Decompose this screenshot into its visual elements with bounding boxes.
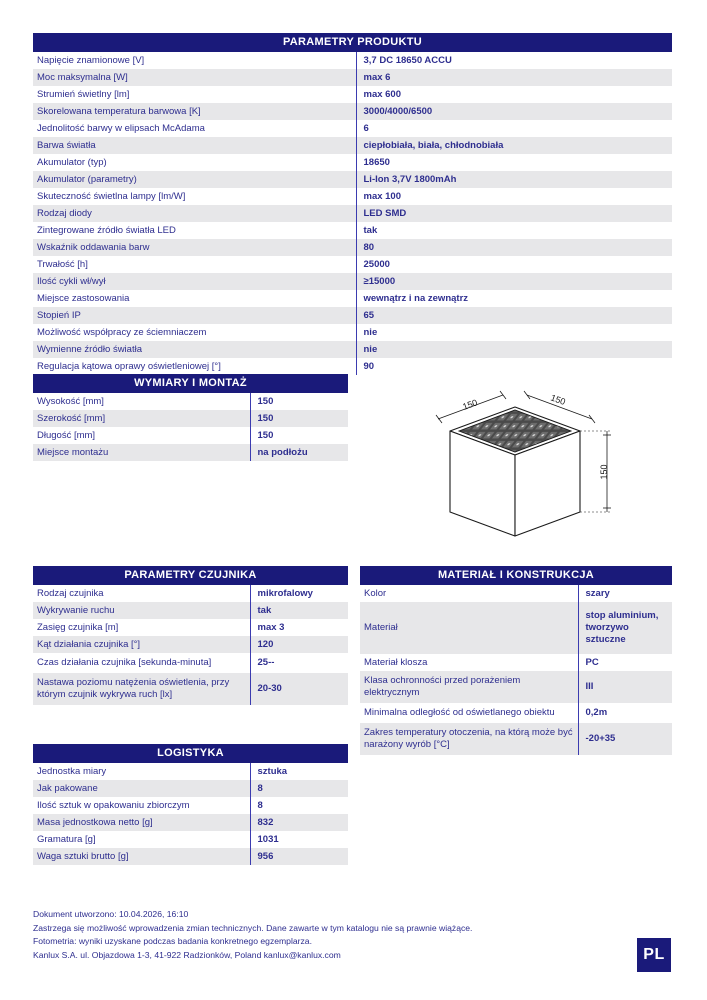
row-label: Klasa ochronności przed porażeniem elektrycznym bbox=[360, 671, 578, 703]
table-row bbox=[33, 205, 672, 222]
row-value: PC bbox=[578, 654, 672, 671]
dimension-label-top-left: 150 bbox=[461, 397, 479, 412]
row-value: III bbox=[578, 671, 672, 703]
row-value: 956 bbox=[250, 848, 348, 865]
row-value: max 100 bbox=[356, 188, 672, 205]
row-label: Materiał bbox=[360, 602, 578, 654]
dimensions-table bbox=[33, 374, 348, 461]
logistics-table bbox=[33, 744, 348, 865]
row-value: tak bbox=[356, 222, 672, 239]
table-title: WYMIARY I MONTAŻ bbox=[33, 374, 348, 393]
row-label: Miejsce montażu bbox=[33, 444, 250, 461]
row-value: ciepłobiała, biała, chłodnobiała bbox=[356, 137, 672, 154]
table-row bbox=[33, 814, 348, 831]
table-row bbox=[33, 393, 348, 410]
row-label: Napięcie znamionowe [V] bbox=[33, 52, 356, 69]
row-value: 8 bbox=[250, 797, 348, 814]
row-value: 20-30 bbox=[250, 673, 348, 705]
table-row bbox=[360, 585, 672, 602]
row-value: 25000 bbox=[356, 256, 672, 273]
row-label: Moc maksymalna [W] bbox=[33, 69, 356, 86]
row-label: Skorelowana temperatura barwowa [K] bbox=[33, 103, 356, 120]
row-value: tak bbox=[250, 602, 348, 619]
row-value: 8 bbox=[250, 780, 348, 797]
row-label: Trwałość [h] bbox=[33, 256, 356, 273]
row-label: Miejsce zastosowania bbox=[33, 290, 356, 307]
row-label: Minimalna odległość od oświetlanego obiektu bbox=[360, 703, 578, 723]
table-row bbox=[33, 410, 348, 427]
row-label: Nastawa poziomu natężenia oświetlenia, przy którym czujnik wykrywa ruch [lx] bbox=[33, 673, 250, 705]
table-row bbox=[33, 636, 348, 653]
row-label: Szerokość [mm] bbox=[33, 410, 250, 427]
row-label: Wskaźnik oddawania barw bbox=[33, 239, 356, 256]
table-row bbox=[33, 619, 348, 636]
row-value: 0,2m bbox=[578, 703, 672, 723]
footer-photometry-note: Fotometria: wyniki uzyskane podczas badania konkretnego egzemplarza. bbox=[33, 936, 312, 947]
table-title: PARAMETRY CZUJNIKA bbox=[33, 566, 348, 585]
row-value: nie bbox=[356, 341, 672, 358]
row-value: max 3 bbox=[250, 619, 348, 636]
row-label: Skuteczność świetlna lampy [lm/W] bbox=[33, 188, 356, 205]
row-label: Masa jednostkowa netto [g] bbox=[33, 814, 250, 831]
dimensions-body bbox=[33, 374, 348, 461]
table-row bbox=[33, 86, 672, 103]
sensor-parameters-body bbox=[33, 566, 348, 705]
row-value: ≥15000 bbox=[356, 273, 672, 290]
row-label: Wysokość [mm] bbox=[33, 393, 250, 410]
table-row bbox=[33, 602, 348, 619]
table-row bbox=[33, 154, 672, 171]
row-label: Kolor bbox=[360, 585, 578, 602]
table-row bbox=[360, 602, 672, 654]
table-row bbox=[33, 848, 348, 865]
table-header-row bbox=[33, 33, 672, 52]
table-title: LOGISTYKA bbox=[33, 744, 348, 763]
table-row bbox=[33, 444, 348, 461]
row-value: 832 bbox=[250, 814, 348, 831]
table-row bbox=[33, 120, 672, 137]
logistics-body bbox=[33, 744, 348, 865]
row-label: Wykrywanie ruchu bbox=[33, 602, 250, 619]
table-title: PARAMETRY PRODUKTU bbox=[33, 33, 672, 52]
row-label: Jak pakowane bbox=[33, 780, 250, 797]
product-parameters-body bbox=[33, 33, 672, 375]
table-row bbox=[33, 137, 672, 154]
row-value: LED SMD bbox=[356, 205, 672, 222]
row-label: Stopień IP bbox=[33, 307, 356, 324]
table-row bbox=[33, 358, 672, 375]
table-title: MATERIAŁ I KONSTRUKCJA bbox=[360, 566, 672, 585]
row-value: 120 bbox=[250, 636, 348, 653]
material-construction-body bbox=[360, 566, 672, 755]
table-row bbox=[33, 69, 672, 86]
row-value: 150 bbox=[250, 410, 348, 427]
material-construction-table bbox=[360, 566, 672, 755]
footer-company-address: Kanlux S.A. ul. Objazdowa 1-3, 41-922 Radzionków, Poland kanlux@kanlux.com bbox=[33, 949, 341, 960]
table-row bbox=[33, 673, 348, 705]
row-value: 25-- bbox=[250, 653, 348, 673]
row-value: stop aluminium, tworzywo sztuczne bbox=[578, 602, 672, 654]
row-value: 65 bbox=[356, 307, 672, 324]
table-row bbox=[33, 290, 672, 307]
row-value: 6 bbox=[356, 120, 672, 137]
row-value: 3000/4000/6500 bbox=[356, 103, 672, 120]
row-label: Ilość cykli wł/wył bbox=[33, 273, 356, 290]
table-row bbox=[33, 427, 348, 444]
table-row bbox=[33, 222, 672, 239]
table-row bbox=[33, 797, 348, 814]
row-label: Waga sztuki brutto [g] bbox=[33, 848, 250, 865]
row-value: 80 bbox=[356, 239, 672, 256]
row-value: sztuka bbox=[250, 763, 348, 780]
table-row bbox=[360, 671, 672, 703]
table-header-row bbox=[33, 566, 348, 585]
product-dimension-diagram bbox=[424, 386, 672, 546]
dimension-label-top-right: 150 bbox=[549, 392, 567, 408]
table-row bbox=[33, 171, 672, 188]
row-label: Materiał klosza bbox=[360, 654, 578, 671]
language-badge: PL bbox=[637, 938, 671, 972]
row-label: Zasięg czujnika [m] bbox=[33, 619, 250, 636]
row-value: na podłożu bbox=[250, 444, 348, 461]
row-label: Wymienne źródło światła bbox=[33, 341, 356, 358]
table-row bbox=[33, 239, 672, 256]
footer-disclaimer: Zastrzega się możliwość wprowadzenia zmian technicznych. Dane zawarte w tym katalogu nie są prawnie wiążące. bbox=[33, 922, 473, 933]
row-value: 18650 bbox=[356, 154, 672, 171]
table-row bbox=[360, 703, 672, 723]
row-value: max 6 bbox=[356, 69, 672, 86]
footer bbox=[33, 908, 623, 962]
row-label: Kąt działania czujnika [°] bbox=[33, 636, 250, 653]
row-label: Zintegrowane źródło światła LED bbox=[33, 222, 356, 239]
row-label: Akumulator (typ) bbox=[33, 154, 356, 171]
table-row bbox=[33, 653, 348, 673]
row-value: -20+35 bbox=[578, 723, 672, 755]
row-value: 150 bbox=[250, 393, 348, 410]
row-value: Li-Ion 3,7V 1800mAh bbox=[356, 171, 672, 188]
dimension-label-height: 150 bbox=[599, 464, 609, 480]
row-label: Zakres temperatury otoczenia, na którą może być narażony wyrób [°C] bbox=[360, 723, 578, 755]
product-parameters-table bbox=[33, 33, 672, 375]
row-label: Gramatura [g] bbox=[33, 831, 250, 848]
table-header-row bbox=[360, 566, 672, 585]
row-label: Regulacja kątowa oprawy oświetleniowej [°] bbox=[33, 358, 356, 375]
row-value: 3,7 DC 18650 ACCU bbox=[356, 52, 672, 69]
table-row bbox=[33, 52, 672, 69]
row-label: Akumulator (parametry) bbox=[33, 171, 356, 188]
row-label: Rodzaj czujnika bbox=[33, 585, 250, 602]
table-row bbox=[33, 341, 672, 358]
table-row bbox=[360, 654, 672, 671]
row-value: nie bbox=[356, 324, 672, 341]
row-label: Możliwość współpracy ze ściemniaczem bbox=[33, 324, 356, 341]
row-value: szary bbox=[578, 585, 672, 602]
cube-diagram-svg bbox=[424, 386, 672, 546]
table-row bbox=[33, 103, 672, 120]
row-value: max 600 bbox=[356, 86, 672, 103]
row-label: Rodzaj diody bbox=[33, 205, 356, 222]
row-label: Długość [mm] bbox=[33, 427, 250, 444]
table-row bbox=[33, 188, 672, 205]
table-row bbox=[33, 273, 672, 290]
row-value: wewnątrz i na zewnątrz bbox=[356, 290, 672, 307]
row-value: 150 bbox=[250, 427, 348, 444]
row-label: Czas działania czujnika [sekunda-minuta] bbox=[33, 653, 250, 673]
table-header-row bbox=[33, 374, 348, 393]
table-row bbox=[33, 763, 348, 780]
row-value: 1031 bbox=[250, 831, 348, 848]
footer-created-date: Dokument utworzono: 10.04.2026, 16:10 bbox=[33, 909, 189, 919]
row-label: Jednostka miary bbox=[33, 763, 250, 780]
table-row bbox=[33, 324, 672, 341]
table-row bbox=[33, 831, 348, 848]
table-row bbox=[33, 780, 348, 797]
row-label: Ilość sztuk w opakowaniu zbiorczym bbox=[33, 797, 250, 814]
table-row bbox=[33, 307, 672, 324]
table-row bbox=[33, 256, 672, 273]
row-label: Strumień świetlny [lm] bbox=[33, 86, 356, 103]
table-row bbox=[360, 723, 672, 755]
sensor-parameters-table bbox=[33, 566, 348, 705]
row-label: Jednolitość barwy w elipsach McAdama bbox=[33, 120, 356, 137]
row-value: mikrofalowy bbox=[250, 585, 348, 602]
row-value: 90 bbox=[356, 358, 672, 375]
row-label: Barwa światła bbox=[33, 137, 356, 154]
table-header-row bbox=[33, 744, 348, 763]
table-row bbox=[33, 585, 348, 602]
